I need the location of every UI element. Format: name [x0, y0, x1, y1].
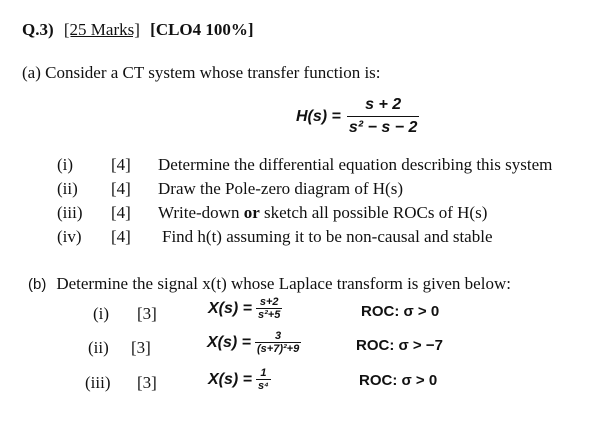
expr-numerator: 1: [260, 367, 267, 379]
tf-numerator: s + 2: [365, 96, 402, 113]
expr-numerator: 3: [275, 330, 282, 342]
part-b-item-1-number: (i): [93, 304, 110, 323]
item-marks: [4]: [111, 227, 131, 246]
tf-fraction: [347, 96, 420, 137]
part-b-item-1-expression: [208, 296, 282, 321]
item-text: [158, 203, 487, 223]
part-b-intro: [28, 274, 511, 294]
marks-label: [25 Marks]: [63, 20, 140, 39]
item-marks: [4]: [111, 203, 131, 222]
item-number: (iii): [57, 203, 83, 222]
item-text: Find h(t) assuming it to be non-causal and stable: [162, 227, 493, 246]
tf-lhs: H(s) =: [296, 107, 341, 125]
tf-denominator: s² − s − 2: [348, 119, 418, 136]
part-b-item-1-marks: [3]: [137, 304, 157, 323]
expr-fraction: [256, 296, 282, 321]
expr-lhs: X(s) =: [208, 370, 253, 388]
part-b-item-2-expression: [207, 330, 301, 355]
clo-label: [CLO4 100%]: [150, 20, 254, 39]
part-b-item-2-marks: [3]: [131, 338, 151, 357]
part-b-item-3-number: (iii): [85, 373, 111, 392]
item-text: Determine the differential equation describing this system: [158, 155, 553, 174]
part-a-intro: (a) Consider a CT system whose transfer function is:: [22, 63, 381, 82]
part-b-item-3-roc: ROC: σ > 0: [359, 372, 438, 389]
transfer-function: [296, 96, 419, 137]
expr-fraction: [255, 330, 301, 355]
part-b-item-1-roc: ROC: σ > 0: [361, 303, 440, 320]
part-b-item-2-number: (ii): [88, 338, 109, 357]
expr-lhs: X(s) =: [207, 333, 252, 351]
item-number: (ii): [57, 179, 78, 198]
expr-denominator: (s+7)²+9: [257, 343, 300, 355]
part-b-item-3-marks: [3]: [137, 373, 157, 392]
expr-numerator: s+2: [259, 296, 279, 308]
part-b-label: (b): [28, 276, 47, 293]
item-marks: [4]: [111, 179, 131, 198]
question-number: Q.3): [22, 20, 54, 39]
expr-fraction: [256, 367, 271, 392]
item-number: (i): [57, 155, 74, 174]
item-text-bold: or: [243, 203, 260, 222]
item-text-post: sketch all possible ROCs of H(s): [259, 203, 488, 222]
item-text: Draw the Pole-zero diagram of H(s): [158, 179, 403, 198]
part-b-item-3-expression: [208, 367, 271, 392]
question-header: [22, 20, 254, 40]
item-marks: [4]: [111, 155, 131, 174]
part-b-text: Determine the signal x(t) whose Laplace transform is given below:: [56, 274, 511, 293]
expr-denominator: s²+5: [258, 309, 281, 321]
item-text-pre: Write-down: [158, 203, 244, 222]
item-number: (iv): [57, 227, 82, 246]
expr-denominator: s⁴: [258, 380, 269, 392]
part-b-item-2-roc: ROC: σ > −7: [356, 337, 443, 354]
expr-lhs: X(s) =: [208, 299, 253, 317]
